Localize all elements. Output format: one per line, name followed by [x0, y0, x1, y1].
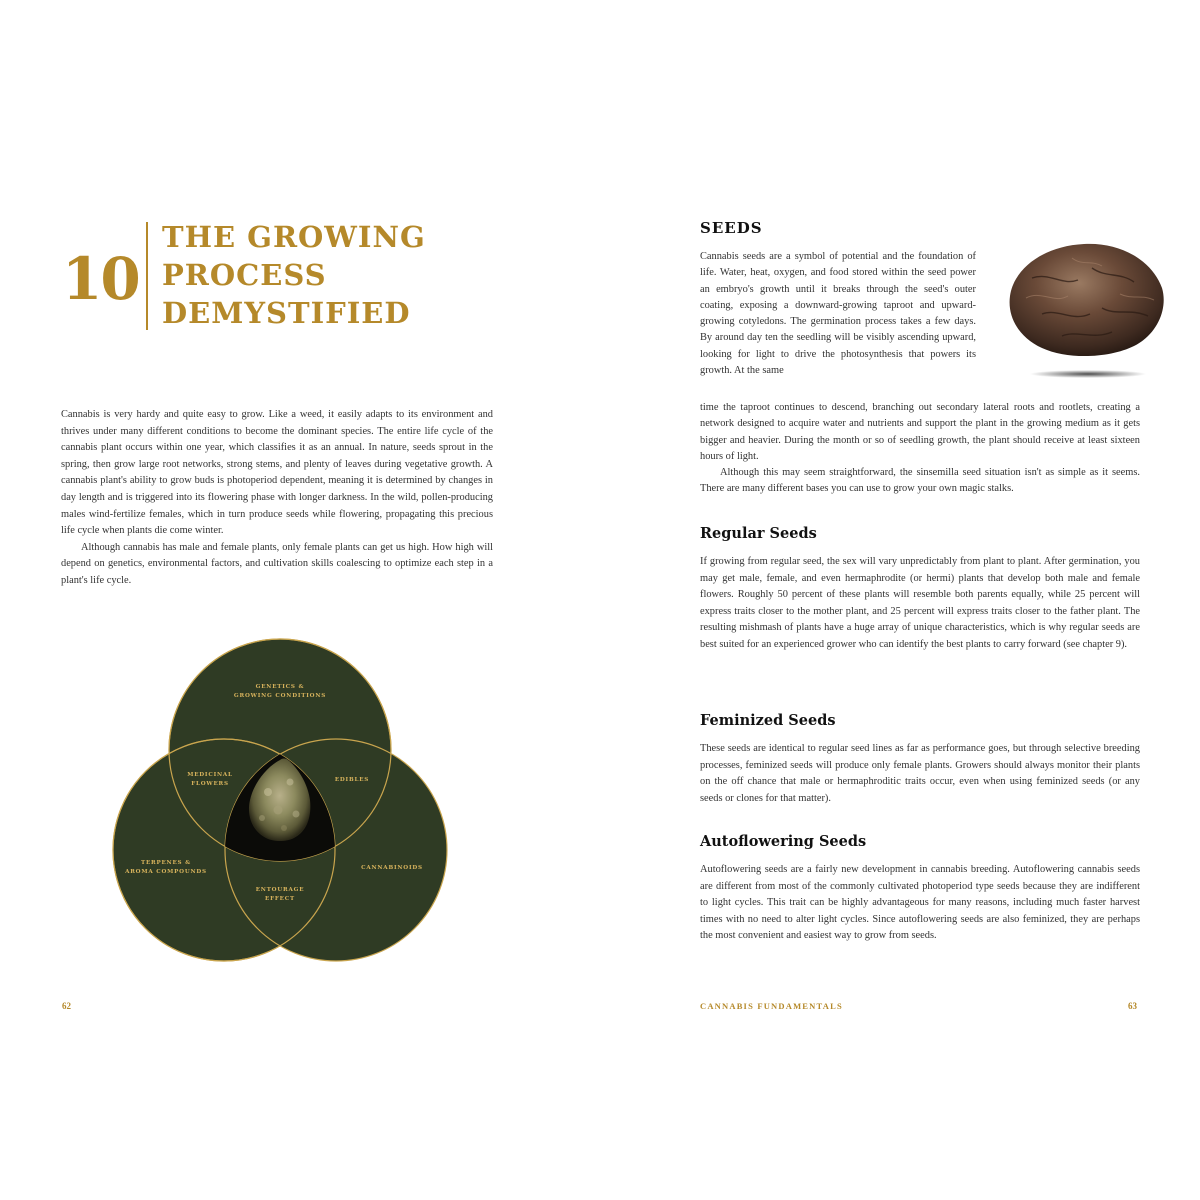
label-genetics: GENETICS &: [255, 684, 305, 690]
folio-left: 62: [62, 1001, 71, 1011]
chapter-title-line-3: DEMYSTIFIED: [162, 296, 411, 330]
regular-seeds-text: If growing from regular seed, the sex will vary unpredictably from plant to plant. After germination, you may get male, female, and even hermaphrodite (or hermi) plants that develop both male and female flowers. Roughly 50 percent of these plants will resemble both parents equally, while 25 percent will express traits closer to the mother plant, and 25 percent will express traits closer to the father plant. The resulting mishmash of plants have a huge array of unique characteristics, which is why regular seeds are best suited for an experienced grower who can identify the best plants to carry forward (see chapter 9).: [700, 556, 1140, 650]
seeds-paragraph-2: time the taproot continues to descend, branching out secondary lateral roots and rootlets, creating a network designed to acquire water and nutrients and support the plant in the growing medium as it gets bigger and heavier. During the month or so of seedling growth, the plant should receive at least sixteen hours of light.: [700, 402, 1140, 462]
chapter-number: 10: [62, 245, 139, 313]
seeds-text-continued: [700, 400, 1140, 498]
folio-right: 63: [1128, 1001, 1137, 1011]
label-growing-conditions: GROWING CONDITIONS: [233, 693, 327, 699]
label-effect: EFFECT: [265, 896, 295, 902]
chapter-title-line-2: PROCESS: [162, 258, 327, 292]
feminized-seeds-text: These seeds are identical to regular seed lines as far as performance goes, but through selective breeding processes, feminized seeds will produce only female plants. Growers should always monitor their plants on the off chance that male or hermaphroditic traits occur, even when using feminized seeds (or any seeds or clones for that matter).: [700, 743, 1140, 804]
seeds-paragraph-3: Although this may seem straightforward, the sinsemilla seed situation isn't as simple as it seems. There are many different bases you can use to grow your own magic stalks.: [700, 467, 1140, 495]
seeds-paragraph-1: Cannabis seeds are a symbol of potential and the foundation of life. Water, heat, oxygen, and food stored within the seed power an embryo's growth until it breaks through the seed's outer coating, exposing a downward-growing taproot and upward-growing cotyledons. The germination process takes a few days. By around day ten the seedling will be visibly ascending upward, looking for light to drive the photosynthesis that powers its growth. At the same: [700, 251, 976, 377]
intro-text: [61, 407, 493, 590]
intro-paragraph-1: Cannabis is very hardy and quite easy to grow. Like a weed, it easily adapts to its environment and thrives under many different conditions to become the dominant species. The entire life cycle of the cannabis plant occurs within one year, which classifies it as an annual. In nature, seeds sprout in the spring, then grow large root networks, strong stems, and plenty of leaves during vegetative growth. A cannabis plant's ability to grow buds is photoperiod dependent, meaning it is determined by changes in day length and is triggered into its flowering phase with longer darkness. In the wild, pollen-producing males wind-fertilize females, which in turn produce seeds while flowering, propagating this precious life cycle when plants die come winter.: [61, 409, 493, 537]
venn-diagram: [108, 632, 458, 972]
regular-seeds-heading: Regular Seeds: [700, 525, 817, 542]
autoflowering-seeds-heading: Autoflowering Seeds: [700, 833, 867, 850]
seeds-heading: SEEDS: [700, 219, 763, 237]
label-cannabinoids: CANNABINOIDS: [361, 865, 423, 871]
label-entourage: ENTOURAGE: [255, 887, 305, 893]
autoflowering-seeds-text: Autoflowering seeds are a fairly new development in cannabis breeding. Autoflowering cannabis seeds are different from most of the commonly cultivated photoperiod type seeds because they are indifferent to light cycles. This trait can be highly advantageous for many reasons, including much faster harvest times with no need to alter light cycles. Since autoflowering seeds are also feminized, they are perhaps the most convenient and easiest way to grow from seeds.: [700, 864, 1140, 942]
label-aroma-compounds: AROMA COMPOUNDS: [125, 869, 207, 875]
cannabis-seed-image: [1002, 238, 1172, 383]
chapter-divider: [146, 222, 148, 330]
label-terpenes: TERPENES &: [141, 860, 191, 866]
chapter-title: [162, 218, 426, 332]
intro-paragraph-2: Although cannabis has male and female plants, only female plants can get us high. How high will depend on genetics, environmental factors, and cultivation skills coalescing to optimize each step in a plant's life cycle.: [61, 541, 493, 586]
label-medicinal: MEDICINAL: [187, 772, 233, 778]
label-flowers: FLOWERS: [191, 781, 229, 787]
label-edibles: EDIBLES: [334, 777, 370, 783]
feminized-seeds-heading: Feminized Seeds: [700, 712, 836, 729]
chapter-title-line-1: THE GROWING: [162, 220, 426, 254]
running-head: CANNABIS FUNDAMENTALS: [700, 1001, 843, 1011]
